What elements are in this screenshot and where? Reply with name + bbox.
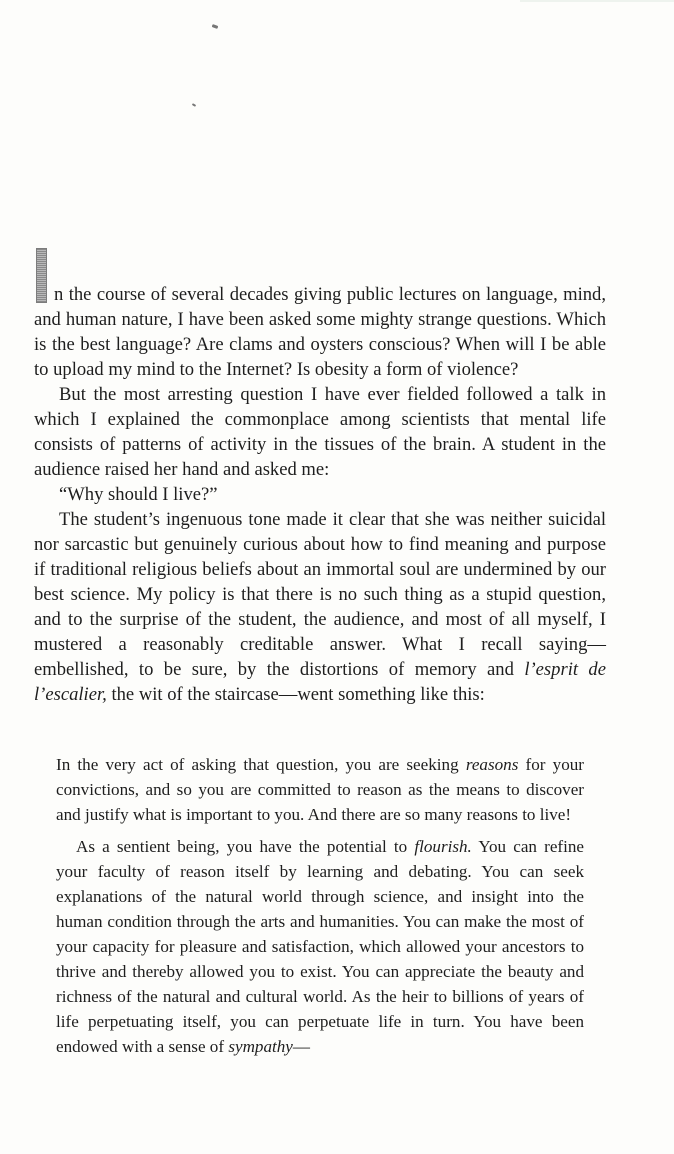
extract-1-text-a: In the very act of asking that question, you are seeking xyxy=(56,755,466,774)
extract-paragraph-2 xyxy=(56,834,584,1059)
paragraph-4-text-b: the wit of the staircase—went something like this: xyxy=(106,684,485,705)
scan-speck xyxy=(212,24,219,29)
extract-2-italic-1: flourish. xyxy=(414,837,472,856)
paragraph-question: “Why should I live?” xyxy=(59,484,218,505)
block-quote xyxy=(56,752,584,1059)
extract-paragraph-1 xyxy=(56,752,584,827)
extract-2-text-c: — xyxy=(292,1037,310,1056)
extract-2-text-a: As a sentient being, you have the potential to xyxy=(76,837,415,856)
extract-1-italic: reasons xyxy=(465,755,519,774)
paragraph-2: But the most arresting question I have ever fielded followed a talk in which I explained the commonplace among scientists that mental life consists of patterns of activity in the tissues of the brain. A student in the audience raised her hand and asked me: xyxy=(34,384,606,480)
drop-cap-text xyxy=(37,249,38,250)
scan-speck xyxy=(192,103,196,107)
extract-1-text-b: for your convictions, and so you are committed to reason as the means to discover and justify what is important to you. And there are so many reasons to live! xyxy=(56,755,584,824)
body-text xyxy=(34,282,606,707)
paragraph-4-text-a: The student’s ingenuous tone made it clear that she was neither suicidal nor sarcastic but genuinely curious about how to find meaning and purpose if traditional religious beliefs about an immortal soul are undermined by our best science. My policy is that there is no such thing as a stupid question, and to the surprise of the student, the audience, and most of all myself, I mustered a reasonably creditable answer. What I recall saying—embellished, to be sure, by the distortions of memory and xyxy=(34,509,606,680)
extract-2-text-b: You can refine your faculty of reason itself by learning and debating. You can seek explanations of the natural world through science, and insight into the human condition through the arts and humanities. You can make the most of your capacity for pleasure and satisfaction, which allowed your ancestors to thrive and thereby allowed you to exist. You can appreciate the beauty and richness of the natural and cultural world. As the heir to billions of years of life perpetuating itself, you can perpetuate life in turn. You have been endowed with a sense of xyxy=(56,837,584,1056)
paragraph-4-italic: l’esprit de l’escalier, xyxy=(34,659,606,705)
paragraph-1: n the course of several decades giving public lectures on language, mind, and human nature, I have been asked some mighty strange questions. Which is the best language? Are clams and oysters conscious? When will I be able to upload my mind to the Internet? Is obesity a form of violence? xyxy=(34,284,606,380)
extract-2-italic-2: sympathy xyxy=(228,1037,293,1056)
paragraph-4 xyxy=(34,507,606,707)
page-edge xyxy=(520,0,674,2)
